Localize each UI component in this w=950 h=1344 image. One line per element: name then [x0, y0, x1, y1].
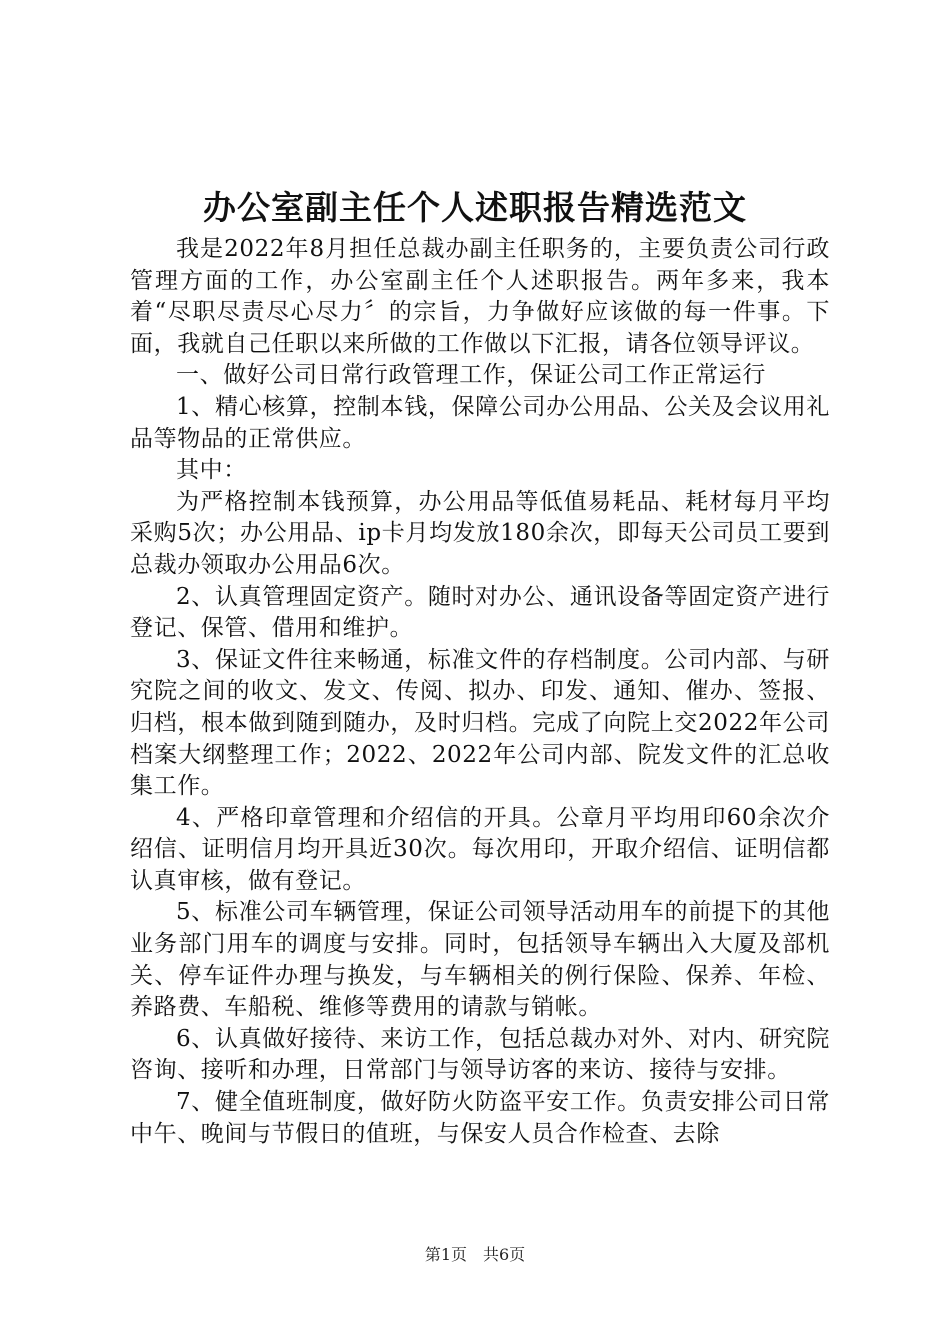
paragraph-item-2: 2、认真管理固定资产。随时对办公、通讯设备等固定资产进行登记、保管、借用和维护。: [130, 583, 830, 642]
paragraph-item-4: 4、严格印章管理和介绍信的开具。公章月平均用印60余次介绍信、证明信月均开具近30次。每次用印，开取介绍信、证明信都认真审核，做有登记。: [130, 804, 830, 894]
section-heading-1: 一、做好公司日常行政管理工作，保证公司工作正常运行: [176, 362, 766, 389]
paragraph-item-6: 6、认真做好接待、来访工作，包括总裁办对外、对内、研究院 咨询、接听和办理，日常部门与领导访客的来访、接待与安排。: [130, 1025, 862, 1084]
paragraph-item-3: 3、保证文件往来畅通，标准文件的存档制度。公司内部、与研究院之间的收文、发文、传阅、拟办、印发、通知、催办、签报、归档，根本做到随到随办，及时归档。完成了向院上交2022年公司档案大纲整理工作；2022、2022年公司内部、院发文件的汇总收集工作。: [130, 646, 830, 800]
page-number: 第1页 共6页: [424, 1245, 526, 1264]
paragraph-item-7: 7、健全值班制度，做好防火防盗平安工作。负责安排公司日常中午、晚间与节假日的值班，与保安人员合作检查、去除: [130, 1089, 830, 1147]
paragraph-intro: 我是2022年8月担任总裁办副主任职务的，主要负责公司行政管理方面的工作，办公室副主任个人述职报告。两年多来，我本着“尽职尽责尽心尽力〞的宗旨，力争做好应该做的每一件事。下面，我就自己任职以来所做的工作做以下汇报，请各位领导评议。: [130, 236, 830, 357]
paragraph-among-them: 其中：: [176, 457, 247, 484]
document-body: [130, 234, 862, 1150]
paragraph-item-1: 1、精心核算，控制本钱，保障公司办公用品、公关及会议用礼品等物品的正常供应。: [130, 393, 830, 452]
paragraph-item-5: 5、标准公司车辆管理，保证公司领导活动用车的前提下的其他业务部门用车的调度与安排。同时，包括领导车辆出入大厦及部机关、停车证件办理与换发，与车辆相关的例行保险、保养、年检、养路费、车船税、维修等费用的请款与销帐。: [130, 899, 830, 1021]
document-title: 办公室副主任个人述职报告精选范文: [203, 188, 747, 227]
paragraph-budget: 为严格控制本钱预算，办公用品等低值易耗品、耗材每月平均采购5次；办公用品、ip卡月均发放180余次，即每天公司员工要到总裁办领取办公用品6次。: [130, 488, 830, 578]
